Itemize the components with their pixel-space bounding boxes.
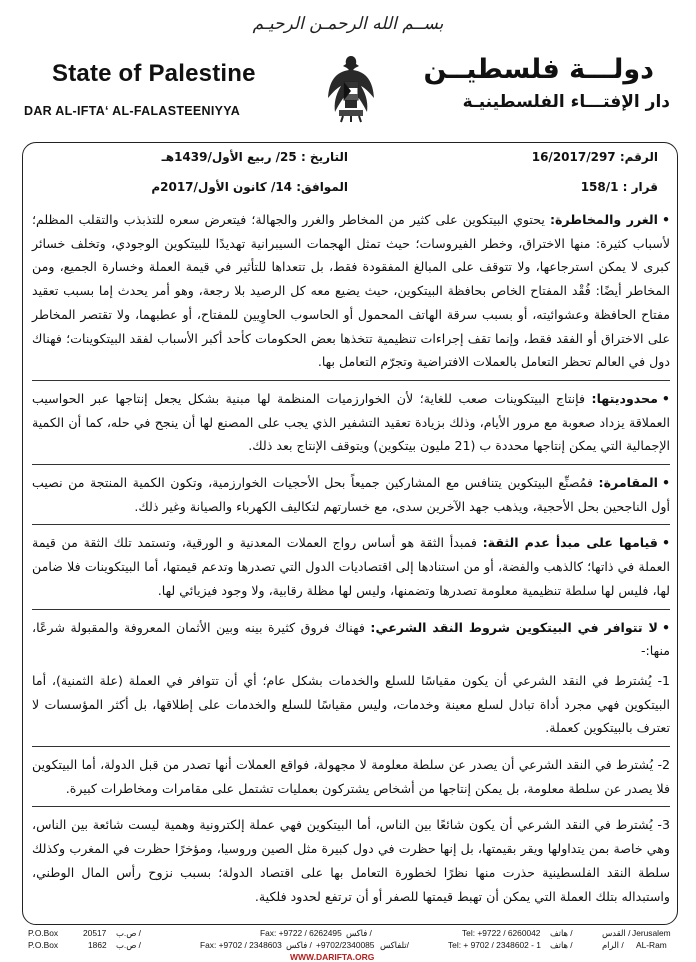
fax-en: Fax: +9722 / 6262495 — [260, 928, 342, 938]
section-no-trust: •قيامها على مبدأ عدم الثقة: فمبدأ الثقة هو أساس رواج العملات المعدنية و الورقية، وتستمد تلك الثقة من قيمة العملة في ذاتها؛ كالذهب والفضة، أو من استنادها إلى اقتصاديات الدول التي تصدرها وتدعم قيمتها، أما البيتكوينات فلا ضامن لها، فليس لها سلطة تنظيمية معلومة تصدرها وتضمنها، وليس لها مظلة رقابية، ولا وجود فيزيائي لها. — [32, 535, 670, 598]
telefax-en: +9702/2340085 — [316, 940, 375, 950]
gregorian-date — [151, 180, 348, 194]
divider — [32, 806, 670, 807]
pobox-en: P.O.Box — [28, 940, 59, 950]
pobox-ar: ص.ب / — [116, 940, 141, 950]
date-value: 25/ ربيع الأول/1439هـ — [161, 150, 297, 164]
condition-item — [32, 813, 670, 908]
section-text: يحتوي البيتكوين على كثير من المخاطر والغرر والجهالة؛ فيتعرض سعره للتذبذب والتقلب المظلم؛ لأسباب كثيرة: منها الاختراق، وخطر الفيروسات؛ حيث تمثل الهجمات السيبرانية تهديدًا للبيتكوين الوجودي، وتخلف خسائر كبرى لا يمكن استرجاعها، ولا تتوقف على المبالغ المفقودة فقط، بل تتعداها للتأثير في قيمة العملة وخسارة الجميع، ومن المخاطر أيضًا: فُقْد المفتاح الخاص بحافظة البيتكوين، حيث يضيع معه كل الرصيد بلا رجعة، وهو أمر يحدث إما بسبب تعقيد مفتاح الحافظة وعشوائيته، أو بسبب سرقة الهاتف المحمول أو الحاسوب الحاوِيين للمفتاح، أو عطبهما، ولا تقتصر المخاطر على الاختراق أو الفقد فقط، وإنما تقف إجراءات تنظيمية تتخذها بعض الحكومات كأحد أكبر الأسباب لفقد البيتكوينات؛ فهناك دول في العالم تحظر التعامل بالعملات الافتراضية وتجرّم التعامل بها. — [32, 212, 670, 370]
fax-en: Fax: +9702 / 2348603 — [200, 940, 282, 950]
palestine-eagle-emblem-icon — [325, 52, 377, 124]
fax-ar: فاكس / — [346, 928, 372, 938]
telefax-ar: تلفاكس/ — [380, 940, 409, 950]
conditions-title: لا تتوافر في البيتكوين شروط النقد الشرعي: — [370, 619, 658, 635]
city-en: AL-Ram — [636, 940, 667, 950]
condition-number: 2- — [657, 757, 670, 773]
divider — [32, 524, 670, 525]
divider — [32, 609, 670, 610]
section-title: محدوديتها: — [591, 390, 658, 406]
divider — [32, 746, 670, 747]
section-risks: •الغرر والمخاطرة: يحتوي البيتكوين على كثير من المخاطر والغرر والجهالة؛ فيتعرض سعره للتذبذب والتقلب المظلم؛ لأسباب كثيرة: منها الاختراق، وخطر الفيروسات؛ حيث تمثل الهجمات السيبرانية تهديدًا للبيتكوين الوجودي، وتخلف خسائر كبرى لا يمكن استرجاعها، ولا تتوقف على المبالغ المفقودة فقط، بل تتعداها للتأثير في قيمة العملة وخسارة الجميع، ومن المخاطر أيضًا: فُقْد المفتاح الخاص بحافظة البيتكوين، حيث يضيع معه كل الرصيد بلا رجعة، وهو أمر يحدث إما بسبب تعقيد مفتاح الحافظة وعشوائيته، أو بسبب سرقة الهاتف المحمول أو الحاسوب الحاوِيين للمفتاح، أو عطبهما، ولا تقتصر المخاطر على الاختراق أو الفقد فقط، وإنما تقف إجراءات تنظيمية تتخذها بعض الحكومات كأحد أكبر الأسباب لفقد البيتكوينات؛ فهناك دول في العالم تحظر التعامل بالعملات الافتراضية وتجرّم التعامل بها. — [32, 212, 670, 370]
divider — [32, 464, 670, 465]
condition-item — [32, 753, 670, 800]
tel-ar: هاتف / — [550, 940, 573, 950]
condition-item — [32, 669, 670, 740]
english-title: State of Palestine — [52, 60, 256, 87]
city-en: Jerusalem — [632, 928, 671, 938]
conditions-intro: فهناك فروق كثيرة بينه وبين الأثمان المعروفة والمقبولة شرعًا، منها:- — [32, 619, 670, 659]
arabic-subtitle: دار الإفتـــاء الفلسطينيـة — [462, 92, 670, 112]
fatwa-body — [32, 208, 670, 914]
section-limitedness: •محدوديتها: فإنتاج البيتكوينات صعب للغاية؛ لأن الخوارزميات المنظمة لها مبنية بشكل يجعل إنتاجها عبر الحواسيب العملاقة يزداد صعوبة مع مرور الأيام، وذلك بزيادة تعقيد التشفير الذي يجب على المصنع لها أن ينجح في حله، كما أن الكمية الإجمالية التي يمكن إنتاجها محددة ب (21 مليون بيتكوين) ويتوقف الإنتاج بعد ذلك. — [32, 390, 670, 454]
section-title: قيامها على مبدأ عدم الثقة: — [482, 535, 658, 551]
reference-value: 16/2017/297 — [531, 150, 616, 164]
arabic-title: دولـــة فلسطيــن — [423, 54, 654, 85]
tel-en: Tel: +9722 / 6260042 — [462, 928, 541, 938]
section-gambling: •المقامرة: فمُصنِّع البيتكوين يتنافس مع المشاركين جميعاً بحل الأحجيات الخوارزمية، وتكون الكمية المنتجة من نصيب أول الناجحين بحل الأحجية، ويذهب جهد الآخرين سدى، مع خسارتهم لتكاليف الكهرباء والصيانة وغير ذلك. — [32, 475, 670, 514]
section-text: فمبدأ الثقة هو أساس رواج العملات المعدنية و الورقية، وتستمد تلك الثقة من قيمة العملة في ذاتها؛ كالذهب والفضة، أو من استنادها إلى اقتصاديات الدول التي تصدرها وتدعم قيمتها، أما البيتكوينات فلا ضامن لها، فليس لها سلطة تنظيمية معلومة تصدرها وتضمنها، وليس لها مظلة رقابية، ولا وجود فيزيائي لها. — [32, 535, 670, 598]
reference-label: الرقم: — [619, 150, 658, 164]
section-conditions: •لا تتوافر في البيتكوين شروط النقد الشرعي: فهناك فروق كثيرة بينه وبين الأثمان المعروفة والمقبولة شرعًا، منها:- — [32, 619, 671, 659]
section-title: الغرر والمخاطرة: — [549, 212, 658, 227]
tel-ar: هاتف / — [550, 928, 573, 938]
date-label: التاريخ : — [300, 150, 348, 164]
pobox-number: 1862 — [88, 940, 107, 950]
section-title: المقامرة: — [598, 475, 658, 491]
tel-en: Tel: + 9702 / 2348602 - 1 — [448, 940, 541, 950]
condition-text: يُشترط في النقد الشرعي أن يكون شائعًا بين الناس، أما البيتكوين فهي عملة إلكترونية وهمية ليست شائعة بين الناس، وهي خاصة بمن يتداولها ويقر بقيمتها، بل إنها حظرت في دول كبيرة مثل الصين وروسيا، ومؤخرًا حظرت في المغرب وكذلك سلطة النقد الفلسطينية حذرت منها نظرًا لخطورة التعامل بها على اقتصاد الدولة؛ بسبب نزوح رأس المال الوطني، واستبداله بتلك العملة التي يمكن أن تهبط قيمتها للصفر أو أن ترتفع لحدود فلكية. — [32, 817, 670, 904]
reference-number — [532, 150, 658, 164]
corresponding-value: 14/ كانون الأول/2017م — [151, 180, 293, 194]
decision-value: 158/1 — [580, 180, 619, 194]
section-text: فإنتاج البيتكوينات صعب للغاية؛ لأن الخوارزميات المنظمة لها مبنية بشكل يجعل إنتاجها عبر الحواسيب العملاقة يزداد صعوبة مع مرور الأيام، وذلك بزيادة تعقيد التشفير الذي يجب على المصنع لها أن ينجح في حله، كما أن الكمية الإجمالية التي يمكن إنتاجها محددة ب (21 مليون بيتكوين) ويتوقف الإنتاج بعد ذلك. — [32, 390, 670, 454]
basmala: بســم الله الرحمـن الرحيـم — [252, 14, 444, 34]
condition-number: 3- — [657, 817, 670, 833]
english-subtitle: DAR AL-IFTA‘ AL-FALASTEENIYYA — [24, 104, 241, 118]
fax-ar: فاكس / — [286, 940, 312, 950]
condition-text: يُشترط في النقد الشرعي أن يكون مقياسًا للسلع والخدمات بشكل عام؛ أي أن تتوافر في العملة (علة الثمنية)، أما البيتكوين فهي مجرد أداة تبادل لسلع معينة وخدمات، وليس مقياسًا للسلع والخدمات على إطلاقها، بل أكثر المؤسسات لا تعترف بالبيتكوين كعملة. — [32, 672, 670, 736]
pobox-ar: ص.ب / — [116, 928, 141, 938]
city-ar: القدس / — [602, 928, 631, 938]
hijri-date — [162, 150, 348, 164]
decision-label: قرار : — [622, 180, 658, 194]
condition-text: يُشترط في النقد الشرعي أن يصدر عن سلطة معلومة لا مجهولة، فواقع العملات أنها تصدر من قبل الدولة، أما البيتكوين فلا يصدر عن سلطة معلومة، بل يمكن إنتاجها من أشخاص يشتركون بعمليات تشتمل على مقامرات ومخاطرات كبيرة. — [32, 757, 670, 796]
pobox-en: P.O.Box — [28, 928, 59, 938]
condition-number: 1- — [657, 672, 670, 688]
divider — [32, 380, 670, 381]
decision-number — [581, 180, 658, 194]
section-text: فمُصنِّع البيتكوين يتنافس مع المشاركين جميعاً بحل الأحجيات الخوارزمية، وتكون الكمية المنتجة من نصيب أول الناجحين بحل الأحجية، ويذهب جهد الآخرين سدى، مع خسارتهم لتكاليف الكهرباء والصيانة وغير ذلك. — [32, 475, 670, 514]
pobox-number: 20517 — [83, 928, 107, 938]
corresponding-label: الموافق: — [296, 180, 348, 194]
city-ar: الرام / — [602, 940, 624, 950]
website-link[interactable]: WWW.DARIFTA.ORG — [290, 952, 375, 962]
